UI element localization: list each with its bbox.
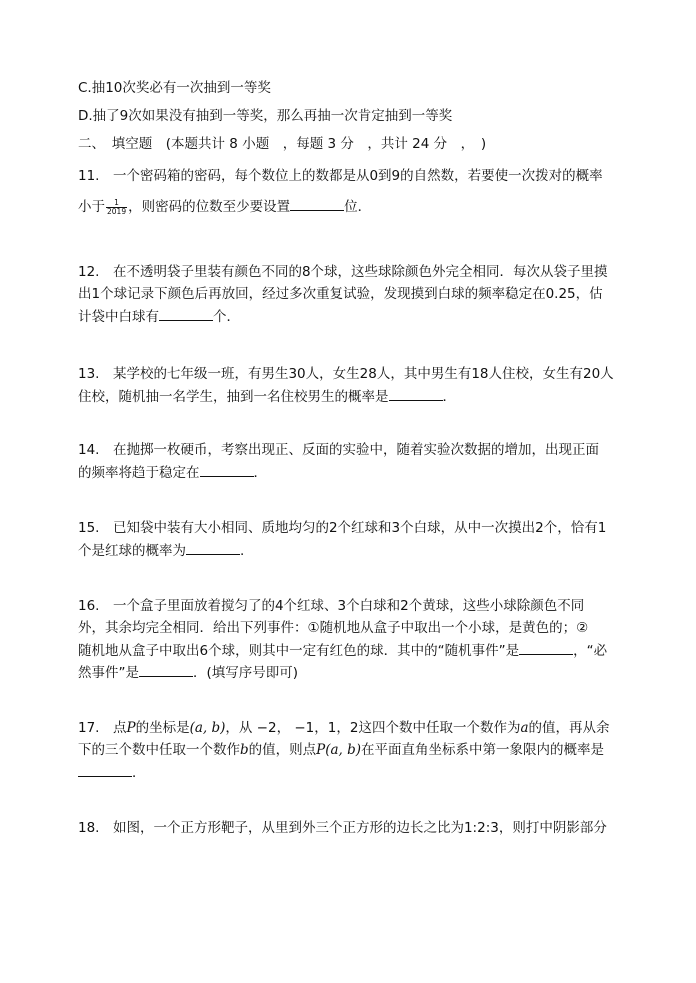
q12-line-2: 出1个球记录下颜色后再放回，经过多次重复试验，发现摸到白球的频率稳定在0.25，估 [78,286,603,302]
q11-line-2 [78,196,371,217]
q17-text-1: 17. 点 [78,720,127,736]
q17-line-3 [78,762,146,783]
q15-text-pre: 个是红球的概率为 [78,543,186,559]
q16-line-1: 16. 一个盒子里面放着搅匀了的4个红球、3个白球和2个黄球，这些小球除颜色不同 [78,598,585,614]
q17-coordinate: (a, b) [189,720,226,736]
q17-var-b: b [240,742,249,758]
q15-answer-blank[interactable] [186,540,240,555]
q13-text-end: ． [442,389,456,405]
option-d: D.抽了9次如果没有抽到一等奖，那么再抽一次肯定抽到一等奖 [78,108,453,124]
q16-text-end: ，“必 [573,643,608,659]
section-heading: 二、 填空题 (本题共计 8 小题 ，每题 3 分 ，共计 24 分 ， ) [78,136,487,152]
q15-text-end: . [240,543,245,559]
q17-text-4: 的值，再从余 [528,720,610,736]
q12-line-3 [78,306,240,327]
q11-fraction-numerator: 1 [106,199,127,208]
q16-certain-event-blank[interactable] [139,662,193,677]
q17-text-5: 下的三个数中任取一个数作 [78,742,240,758]
q16-text-pre-2: 然事件”是 [78,665,139,681]
q14-line-1: 14. 在抛掷一枚硬币，考察出现正、反面的实验中，随着实验次数据的增加，出现正面 [78,442,599,458]
q17-line-2 [78,740,604,760]
q16-line-2: 外，其余均完全相同．给出下列事件：①随机地从盒子中取出一个小球，是黄色的；② [78,620,589,636]
q13-line-2 [78,386,456,407]
q17-point-pab: P(a, b) [316,742,362,758]
q11-line-1: 11. 一个密码箱的密码，每个数位上的数都是从0到9的自然数，若要使一次拨对的概率 [78,168,603,184]
q14-answer-blank[interactable] [200,462,254,477]
q16-line-4 [78,662,298,683]
q17-var-a: a [520,720,529,736]
q17-point-p: P [126,720,136,736]
option-c: C.抽10次奖必有一次抽到一等奖 [78,80,271,96]
q16-line-3 [78,640,607,661]
q12-answer-blank[interactable] [159,306,213,321]
q17-line-1 [78,718,610,738]
q13-line-1: 13. 某学校的七年级一班，有男生30人，女生28人，其中男生有18人住校，女生有20人 [78,366,614,382]
q17-answer-blank[interactable] [78,762,132,777]
q17-text-end: ． [132,765,146,781]
q12-text-pre: 计袋中白球有 [78,309,159,325]
q11-text-mid: ，则密码的位数至少要设置 [128,199,291,215]
q13-text-pre: 住校，随机抽一名学生，抽到一名住校男生的概率是 [78,389,389,405]
q15-line-2 [78,540,244,561]
q13-answer-blank[interactable] [389,386,443,401]
q17-text-2: 的坐标是 [135,720,190,736]
q18-line-1: 18. 如图，一个正方形靶子，从里到外三个正方形的边长之比为1:2:3，则打中阴影部分 [78,820,607,836]
q11-answer-blank[interactable] [290,196,344,211]
q17-text-7: 在平面直角坐标系中第一象限内的概率是 [361,742,605,758]
q16-random-event-blank[interactable] [519,640,573,655]
q14-text-pre: 的频率将趋于稳定在 [78,465,200,481]
q16-text-end-2: ．(填写序号即可) [193,665,299,681]
q11-fraction [106,199,127,216]
q11-text-end: 位． [344,199,372,215]
q14-text-end: ． [253,465,267,481]
q12-line-1: 12. 在不透明袋子里装有颜色不同的8个球，这些球除颜色外完全相同．每次从袋子里摸 [78,264,608,280]
q16-text-pre: 随机地从盒子中取出6个球，则其中一定有红色的球．其中的“随机事件”是 [78,643,520,659]
q14-line-2 [78,462,267,483]
q12-text-end: 个． [213,309,240,325]
q17-text-3: ，从 −2， −1，1，2这四个数中任取一个数作为 [225,720,521,736]
q11-fraction-denominator: 2019 [107,206,127,216]
q17-text-6: 的值，则点 [248,742,317,758]
q11-text-pre: 小于 [78,199,105,215]
q15-line-1: 15. 已知袋中装有大小相同、质地均匀的2个红球和3个白球，从中一次摸出2个，恰有1 [78,520,607,536]
